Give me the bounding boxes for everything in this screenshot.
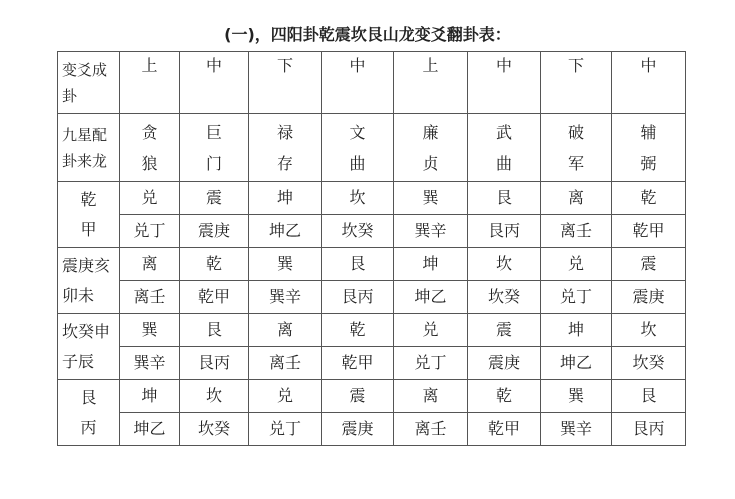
header-cell: 中 [612, 52, 686, 114]
stem-cell: 艮丙 [612, 413, 686, 446]
star-char: 贞 [422, 153, 439, 173]
star-char: 辅 [640, 122, 657, 142]
trigram-cell: 离 [120, 248, 180, 281]
header-cell: 上 [120, 52, 180, 114]
stem-cell: 离壬 [541, 215, 612, 248]
stem-cell: 震庚 [322, 413, 394, 446]
stem-cell: 坎癸 [180, 413, 249, 446]
star-row-label-text: 九星配卦来龙 [62, 125, 108, 170]
trigram-cell: 离 [541, 182, 612, 215]
trigram-cell: 乾 [322, 314, 394, 347]
star-char: 存 [276, 153, 293, 173]
star-char: 廉 [422, 122, 439, 142]
stem-cell: 兑丁 [249, 413, 322, 446]
stem-cell: 离壬 [120, 281, 180, 314]
trigram-cell: 乾 [180, 248, 249, 281]
table-body [58, 52, 686, 446]
stem-cell: 艮丙 [468, 215, 541, 248]
header-cell: 中 [468, 52, 541, 114]
trigram-cell: 坤 [120, 380, 180, 413]
stem-cell: 乾甲 [468, 413, 541, 446]
trigram-row [58, 182, 686, 215]
stem-cell: 坎癸 [612, 347, 686, 380]
stem-row [58, 413, 686, 446]
trigram-cell: 坤 [541, 314, 612, 347]
stem-row [58, 281, 686, 314]
stem-cell: 巽辛 [249, 281, 322, 314]
trigram-cell: 艮 [322, 248, 394, 281]
star-cell [468, 114, 541, 182]
group-label [58, 182, 120, 248]
trigram-cell: 兑 [541, 248, 612, 281]
group-label [58, 248, 120, 314]
group-label-line: 子辰 [62, 351, 95, 371]
trigram-cell: 坤 [394, 248, 468, 281]
star-char: 狼 [141, 153, 158, 173]
trigram-cell: 兑 [120, 182, 180, 215]
trigram-cell: 乾 [612, 182, 686, 215]
group-label [58, 380, 120, 446]
stem-cell: 兑丁 [394, 347, 468, 380]
trigram-cell: 乾 [468, 380, 541, 413]
star-char: 武 [495, 122, 512, 142]
trigram-cell: 巽 [249, 248, 322, 281]
stem-row [58, 215, 686, 248]
group-label-line: 甲 [80, 219, 97, 239]
stem-cell: 乾甲 [612, 215, 686, 248]
trigram-cell: 离 [249, 314, 322, 347]
trigram-cell: 巽 [541, 380, 612, 413]
header-row-label [58, 52, 120, 114]
group-label-line: 震庚亥 [62, 255, 111, 275]
stem-cell: 震庚 [468, 347, 541, 380]
page-title: (一)，四阳卦乾震坎艮山龙变爻翻卦表： [224, 25, 511, 44]
trigram-cell: 艮 [180, 314, 249, 347]
trigram-cell: 坎 [468, 248, 541, 281]
trigram-cell: 坎 [322, 182, 394, 215]
header-row-label-text: 变爻成卦 [62, 60, 108, 105]
trigram-cell: 艮 [612, 380, 686, 413]
trigram-cell: 震 [322, 380, 394, 413]
star-row [58, 114, 686, 182]
trigram-row [58, 248, 686, 281]
star-char: 禄 [276, 122, 293, 142]
stem-cell: 离壬 [249, 347, 322, 380]
trigram-cell: 艮 [468, 182, 541, 215]
group-label-line: 艮 [80, 387, 97, 407]
header-cell: 下 [541, 52, 612, 114]
stem-cell: 乾甲 [322, 347, 394, 380]
star-row-label [58, 114, 120, 182]
star-cell [322, 114, 394, 182]
header-cell: 中 [322, 52, 394, 114]
stem-cell: 兑丁 [541, 281, 612, 314]
stem-cell: 艮丙 [322, 281, 394, 314]
stem-cell: 巽辛 [394, 215, 468, 248]
star-cell [180, 114, 249, 182]
stem-cell: 坤乙 [541, 347, 612, 380]
stem-cell: 坎癸 [468, 281, 541, 314]
stem-row [58, 347, 686, 380]
header-cell: 下 [249, 52, 322, 114]
stem-cell: 坎癸 [322, 215, 394, 248]
group-label [58, 314, 120, 380]
header-cell: 中 [180, 52, 249, 114]
group-label-line: 乾 [80, 189, 97, 209]
star-char: 曲 [349, 153, 366, 173]
star-char: 巨 [205, 122, 222, 142]
stem-cell: 坤乙 [249, 215, 322, 248]
star-char: 军 [567, 153, 584, 173]
star-cell [120, 114, 180, 182]
stem-cell: 震庚 [180, 215, 249, 248]
group-label-line: 卯未 [62, 285, 95, 305]
trigram-cell: 震 [468, 314, 541, 347]
header-cell: 上 [394, 52, 468, 114]
star-char: 贪 [141, 122, 158, 142]
star-char: 文 [349, 122, 366, 142]
trigram-cell: 巽 [120, 314, 180, 347]
star-cell [249, 114, 322, 182]
stem-cell: 艮丙 [180, 347, 249, 380]
star-char: 门 [205, 153, 222, 173]
trigram-table [57, 51, 686, 446]
group-label-line: 丙 [80, 417, 97, 437]
trigram-cell: 坎 [612, 314, 686, 347]
stem-cell: 离壬 [394, 413, 468, 446]
star-cell [541, 114, 612, 182]
trigram-row [58, 380, 686, 413]
trigram-cell: 坎 [180, 380, 249, 413]
trigram-row [58, 314, 686, 347]
trigram-cell: 震 [612, 248, 686, 281]
stem-cell: 巽辛 [541, 413, 612, 446]
header-row [58, 52, 686, 114]
stem-cell: 巽辛 [120, 347, 180, 380]
trigram-cell: 震 [180, 182, 249, 215]
stem-cell: 坤乙 [120, 413, 180, 446]
star-char: 破 [567, 122, 584, 142]
stem-cell: 震庚 [612, 281, 686, 314]
star-cell [612, 114, 686, 182]
trigram-cell: 兑 [249, 380, 322, 413]
star-char: 曲 [495, 153, 512, 173]
stem-cell: 坤乙 [394, 281, 468, 314]
stem-cell: 兑丁 [120, 215, 180, 248]
trigram-cell: 坤 [249, 182, 322, 215]
star-cell [394, 114, 468, 182]
trigram-cell: 巽 [394, 182, 468, 215]
star-char: 弼 [640, 153, 657, 173]
trigram-cell: 离 [394, 380, 468, 413]
trigram-cell: 兑 [394, 314, 468, 347]
stem-cell: 乾甲 [180, 281, 249, 314]
group-label-line: 坎癸申 [62, 321, 111, 341]
